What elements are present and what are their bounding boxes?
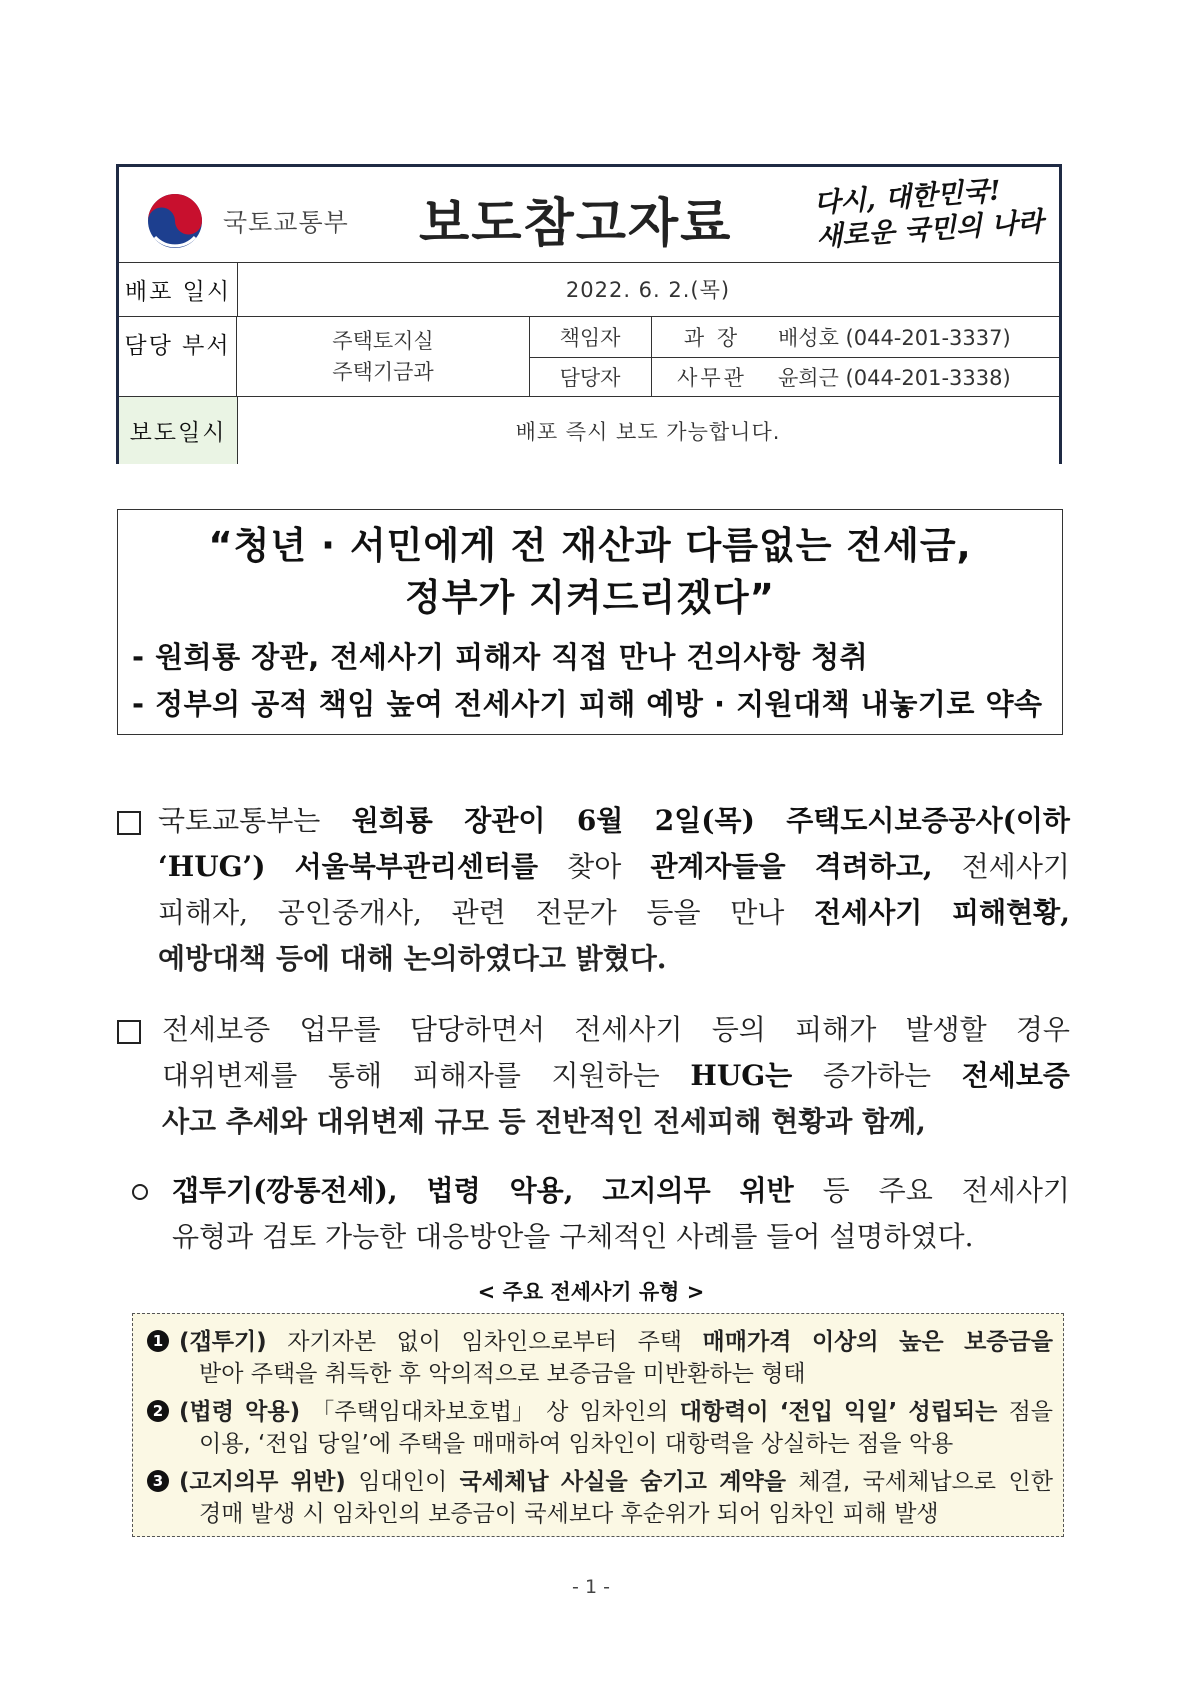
word: 임대인이 bbox=[358, 1469, 448, 1495]
department-row bbox=[119, 317, 1059, 397]
contact-title: 사무관 bbox=[677, 366, 747, 390]
paragraph-line bbox=[158, 890, 1070, 936]
word: 대항력이 bbox=[679, 1399, 769, 1425]
distribution-row bbox=[119, 262, 1059, 317]
subheadline-2: - 정부의 공적 책임 높여 전세사기 피해 예방 · 지원대책 내놓기로 약속 bbox=[132, 687, 1043, 721]
headline-line2: 정부가 지켜드리겠다” bbox=[405, 576, 775, 619]
word: 공인중개사, bbox=[277, 896, 422, 929]
headline-title bbox=[118, 520, 1062, 624]
paragraph-line bbox=[172, 1168, 1070, 1214]
word: 매매가격 bbox=[702, 1329, 792, 1355]
contact-name: 배성호 (044-201-3337) bbox=[778, 326, 1011, 350]
word: 고지의무 bbox=[602, 1174, 711, 1207]
department-line2: 주택기금과 bbox=[332, 359, 434, 384]
paragraph-line bbox=[158, 798, 1070, 844]
word: 전세사기 bbox=[814, 896, 923, 929]
word: 등 bbox=[822, 1174, 850, 1207]
word: 전세보증 bbox=[961, 1059, 1070, 1092]
scam-item-text bbox=[147, 1326, 1053, 1390]
word: 서울북부관리센터를 bbox=[294, 850, 539, 883]
paragraph-line: 사고 추세와 대위변제 규모 등 전반적인 전세피해 현황과 함께, bbox=[162, 1105, 926, 1138]
word: ‘HUG’) bbox=[158, 850, 266, 883]
word: 사실을 bbox=[561, 1469, 628, 1495]
release-row bbox=[119, 397, 1059, 464]
distribution-label: 배포 일시 bbox=[119, 262, 238, 316]
word: 담당하면서 bbox=[409, 1013, 546, 1046]
department-line1: 주택토지실 bbox=[332, 328, 434, 353]
word: 국세체납으로 bbox=[862, 1469, 996, 1495]
checkbox-bullet-icon bbox=[117, 1020, 141, 1044]
headline-line1: “청년 · 서민에게 전 재산과 다름없는 전세금, bbox=[208, 524, 972, 567]
scam-types-box bbox=[132, 1313, 1064, 1537]
word: 인한 bbox=[1008, 1469, 1053, 1495]
scam-types-caption: < 주요 전세사기 유형 > bbox=[477, 1280, 705, 1304]
word: 등을 bbox=[646, 896, 701, 929]
department-label: 담당 부서 bbox=[119, 317, 237, 396]
word: ‘전입 bbox=[779, 1399, 833, 1425]
checkbox-bullet-icon bbox=[117, 811, 141, 835]
word: (갭투기) bbox=[179, 1329, 267, 1355]
header-table bbox=[116, 164, 1062, 464]
document-title: 보도참고자료 bbox=[419, 194, 733, 254]
number-badge-icon: 2 bbox=[147, 1400, 169, 1422]
paragraph-1 bbox=[158, 798, 1070, 982]
contact-name: 윤희근 (044-201-3338) bbox=[778, 366, 1011, 390]
word: 원희룡 bbox=[351, 804, 433, 837]
release-label: 보도일시 bbox=[119, 397, 238, 464]
scam-item-line bbox=[179, 1466, 1053, 1498]
ministry-name: 국토교통부 bbox=[223, 208, 349, 237]
word: 주택도시보증공사(이하 bbox=[786, 804, 1070, 837]
number-badge-icon: 3 bbox=[147, 1470, 169, 1492]
slogan bbox=[813, 171, 1057, 256]
contact-row-manager bbox=[529, 317, 1059, 358]
word: 전세사기 bbox=[574, 1013, 683, 1046]
word: 이상의 bbox=[811, 1329, 879, 1355]
paragraph-line: 예방대책 등에 대해 논의하였다고 밝혔다. bbox=[158, 942, 667, 975]
word: 업무를 bbox=[299, 1013, 381, 1046]
contact-title: 과 장 bbox=[683, 326, 741, 350]
paragraph-line bbox=[162, 1007, 1070, 1053]
contact-row-staff bbox=[529, 357, 1059, 397]
word: 계약을 bbox=[719, 1469, 786, 1495]
scam-item-line: 받아 주택을 취득한 후 악의적으로 보증금을 미반환하는 형태 bbox=[199, 1361, 806, 1387]
scam-item-line bbox=[179, 1396, 1053, 1428]
paragraph-3 bbox=[172, 1168, 1070, 1260]
word: 찾아 bbox=[567, 850, 622, 883]
word: 만나 bbox=[730, 896, 785, 929]
word: 성립되는 bbox=[908, 1399, 998, 1425]
number-badge-icon: 1 bbox=[147, 1330, 169, 1352]
word: 악용, bbox=[509, 1174, 574, 1207]
scam-item-text bbox=[147, 1466, 1053, 1530]
department-name bbox=[237, 317, 530, 396]
word: 등의 bbox=[711, 1013, 766, 1046]
paragraph-line bbox=[162, 1053, 1070, 1099]
word: 전세사기 bbox=[961, 850, 1070, 883]
word: 피해현황, bbox=[952, 896, 1070, 929]
release-note: 배포 즉시 보도 가능합니다. bbox=[515, 419, 781, 444]
scam-item-line: 경매 발생 시 임차인의 보증금이 국세보다 후순위가 되어 임차인 피해 발생 bbox=[199, 1501, 939, 1527]
paragraph-2 bbox=[162, 1007, 1070, 1145]
word: 없이 bbox=[396, 1329, 442, 1355]
word: 체결, bbox=[798, 1469, 851, 1495]
word: 대위변제를 bbox=[162, 1059, 298, 1092]
word: 상 bbox=[546, 1399, 569, 1425]
word: 보증금을 bbox=[964, 1329, 1053, 1355]
word: 점을 bbox=[1008, 1399, 1053, 1425]
word: 위반) bbox=[290, 1469, 346, 1495]
slogan-line1: 다시, 대한민국! bbox=[812, 175, 1002, 220]
word: 관련 bbox=[451, 896, 506, 929]
word: 격려하고, bbox=[814, 850, 933, 883]
word: 임차인의 bbox=[579, 1399, 669, 1425]
word: HUG는 bbox=[690, 1059, 793, 1092]
word: 위반 bbox=[739, 1174, 794, 1207]
word: 증가하는 bbox=[822, 1059, 932, 1092]
word: 발생할 bbox=[905, 1013, 987, 1046]
word: 지원하는 bbox=[551, 1059, 660, 1092]
word: 「주택임대차보호법」 bbox=[311, 1399, 536, 1425]
distribution-date: 2022. 6. 2.(목) bbox=[565, 278, 731, 302]
word: 6월 bbox=[576, 804, 624, 837]
word: (고지의무 bbox=[179, 1469, 279, 1495]
subheadline-1: - 원희룡 장관, 전세사기 피해자 직접 만나 건의사항 청취 bbox=[132, 640, 869, 674]
word: 2일(목) bbox=[654, 804, 755, 837]
contact-role: 담당자 bbox=[529, 357, 652, 397]
scam-item-1 bbox=[147, 1326, 1053, 1390]
scam-item-3 bbox=[147, 1466, 1053, 1530]
contact-role: 책임자 bbox=[529, 317, 652, 357]
scam-item-2 bbox=[147, 1396, 1053, 1460]
taegeuk-logo-icon bbox=[147, 193, 203, 249]
word: 관계자들을 bbox=[650, 850, 786, 883]
scam-item-line bbox=[179, 1326, 1053, 1358]
word: 주요 bbox=[878, 1174, 933, 1207]
word: 숨기고 bbox=[640, 1469, 707, 1495]
word: 법령 bbox=[426, 1174, 481, 1207]
headline-box bbox=[117, 509, 1063, 735]
word: 전세사기 bbox=[961, 1174, 1070, 1207]
word: 피해가 bbox=[795, 1013, 877, 1046]
word: 장관이 bbox=[464, 804, 546, 837]
scam-item-line: 이용, ‘전입 당일’에 주택을 매매하여 임차인이 대항력을 상실하는 점을 악용 bbox=[199, 1431, 954, 1457]
scam-item-text bbox=[147, 1396, 1053, 1460]
word: (법령 bbox=[179, 1399, 234, 1425]
word: 피해자를 bbox=[412, 1059, 521, 1092]
word: 익일’ bbox=[844, 1399, 898, 1425]
word: 피해자, bbox=[158, 896, 249, 929]
word: 국토교통부는 bbox=[158, 804, 321, 837]
word: 갭투기(깡통전세), bbox=[172, 1174, 398, 1207]
circle-bullet-icon bbox=[132, 1184, 148, 1200]
slogan-line2: 새로운 국민의 나라 bbox=[815, 206, 1045, 254]
paragraph-line: 유형과 검토 가능한 대응방안을 구체적인 사례를 들어 설명하였다. bbox=[172, 1220, 974, 1253]
word: 임차인으로부터 bbox=[461, 1329, 618, 1355]
header-top bbox=[119, 167, 1059, 263]
word: 통해 bbox=[327, 1059, 383, 1092]
word: 주택 bbox=[637, 1329, 683, 1355]
word: 높은 bbox=[899, 1329, 944, 1355]
word: 국세체납 bbox=[459, 1469, 549, 1495]
paragraph-line bbox=[158, 844, 1070, 890]
page-number: - 1 - bbox=[572, 1576, 610, 1598]
word: 전세보증 bbox=[162, 1013, 271, 1046]
word: 전문가 bbox=[535, 896, 617, 929]
word: 자기자본 bbox=[287, 1329, 377, 1355]
word: 경우 bbox=[1015, 1013, 1070, 1046]
word: 악용) bbox=[245, 1399, 301, 1425]
